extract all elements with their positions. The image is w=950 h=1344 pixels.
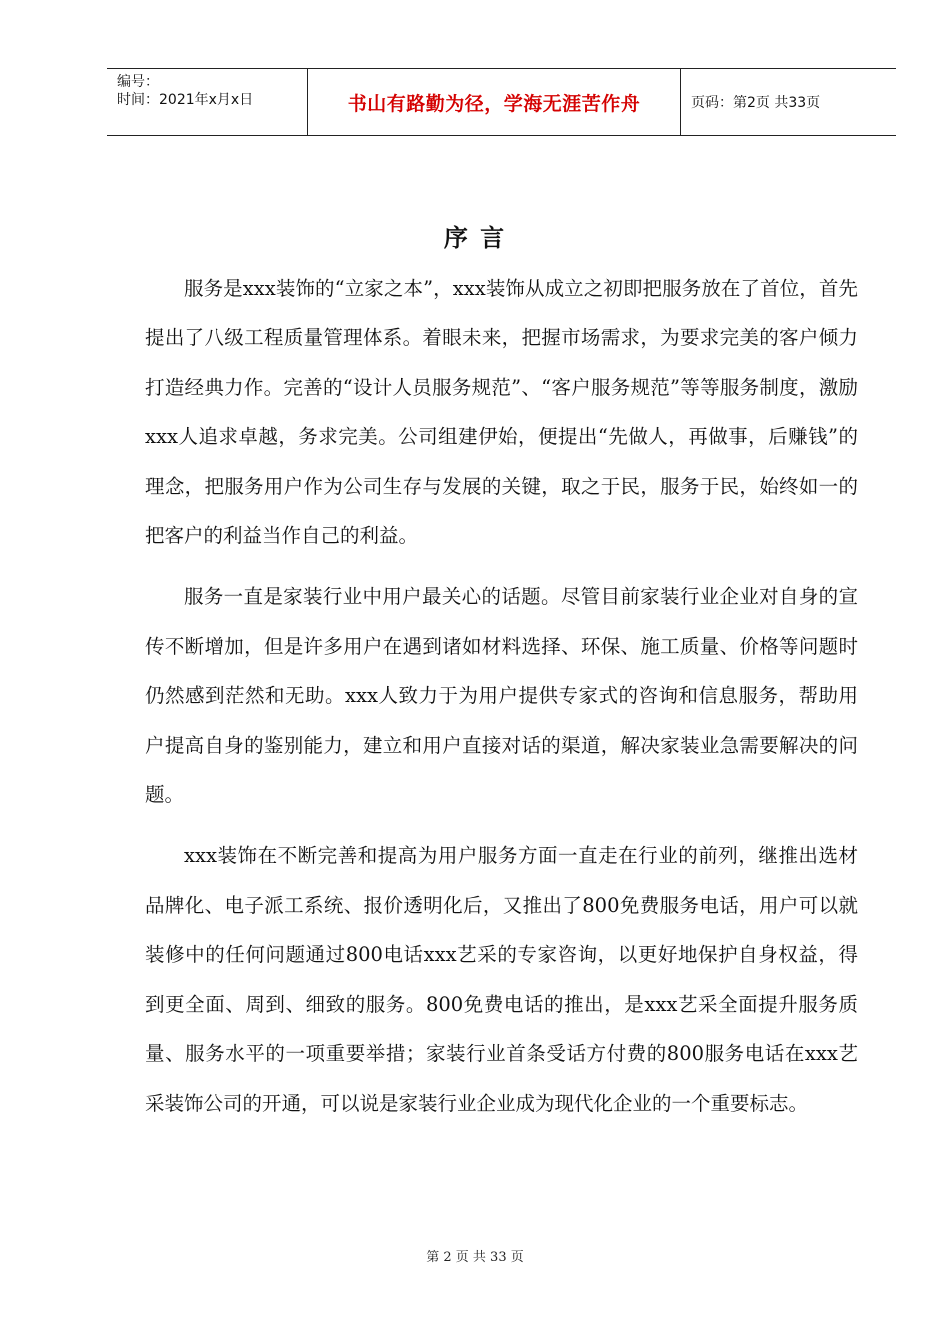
header-page-info: 页码：第2页 共33页 <box>691 95 821 111</box>
paragraph-3: xxx装饰在不断完善和提高为用户服务方面一直走在行业的前列，继推出选材品牌化、电子派工系统、报价透明化后，又推出了800免费服务电话，用户可以就装修中的任何问题通过800电话xxx艺采的专家咨询，以更好地保护自身权益，得到更全面、周到、细致的服务。800免费电话的推出，是xxx艺采全面提升服务质量、服务水平的一项重要举措；家装行业首条受话方付费的800服务电话在xxx艺采装饰公司的开通，可以说是家装行业企业成为现代化企业的一个重要标志。 <box>145 844 858 1115</box>
header-meta <box>107 69 308 135</box>
header-motto: 书山有路勤为径，学海无涯苦作舟 <box>308 69 681 135</box>
paragraph-2: 服务一直是家装行业中用户最关心的话题。尽管目前家装行业企业对自身的宣传不断增加，但是许多用户在遇到诸如材料选择、环保、施工质量、价格等问题时仍然感到茫然和无助。xxx人致力于为用户提供专家式的咨询和信息服务，帮助用户提高自身的鉴别能力，建立和用户直接对话的渠道，解决家装业急需要解决的问题。 <box>145 585 858 807</box>
document-title: 序 言 <box>443 224 507 252</box>
document-number-label: 编号： <box>117 74 159 90</box>
page-footer: 第 2 页 共 33 页 <box>426 1250 524 1265</box>
document-time-label: 时间：2021年x月x日 <box>117 92 254 108</box>
document-body <box>145 264 858 1128</box>
paragraph-1: 服务是xxx装饰的“立家之本”，xxx装饰从成立之初即把服务放在了首位，首先提出了八级工程质量管理体系。着眼未来，把握市场需求，为要求完美的客户倾力打造经典力作。完善的“设计人员服务规范”、“客户服务规范”等等服务制度，激励xxx人追求卓越，务求完美。公司组建伊始，便提出“先做人，再做事，后赚钱”的理念，把服务用户作为公司生存与发展的关键，取之于民，服务于民，始终如一的把客户的利益当作自己的利益。 <box>145 277 858 548</box>
page-header <box>107 68 896 136</box>
